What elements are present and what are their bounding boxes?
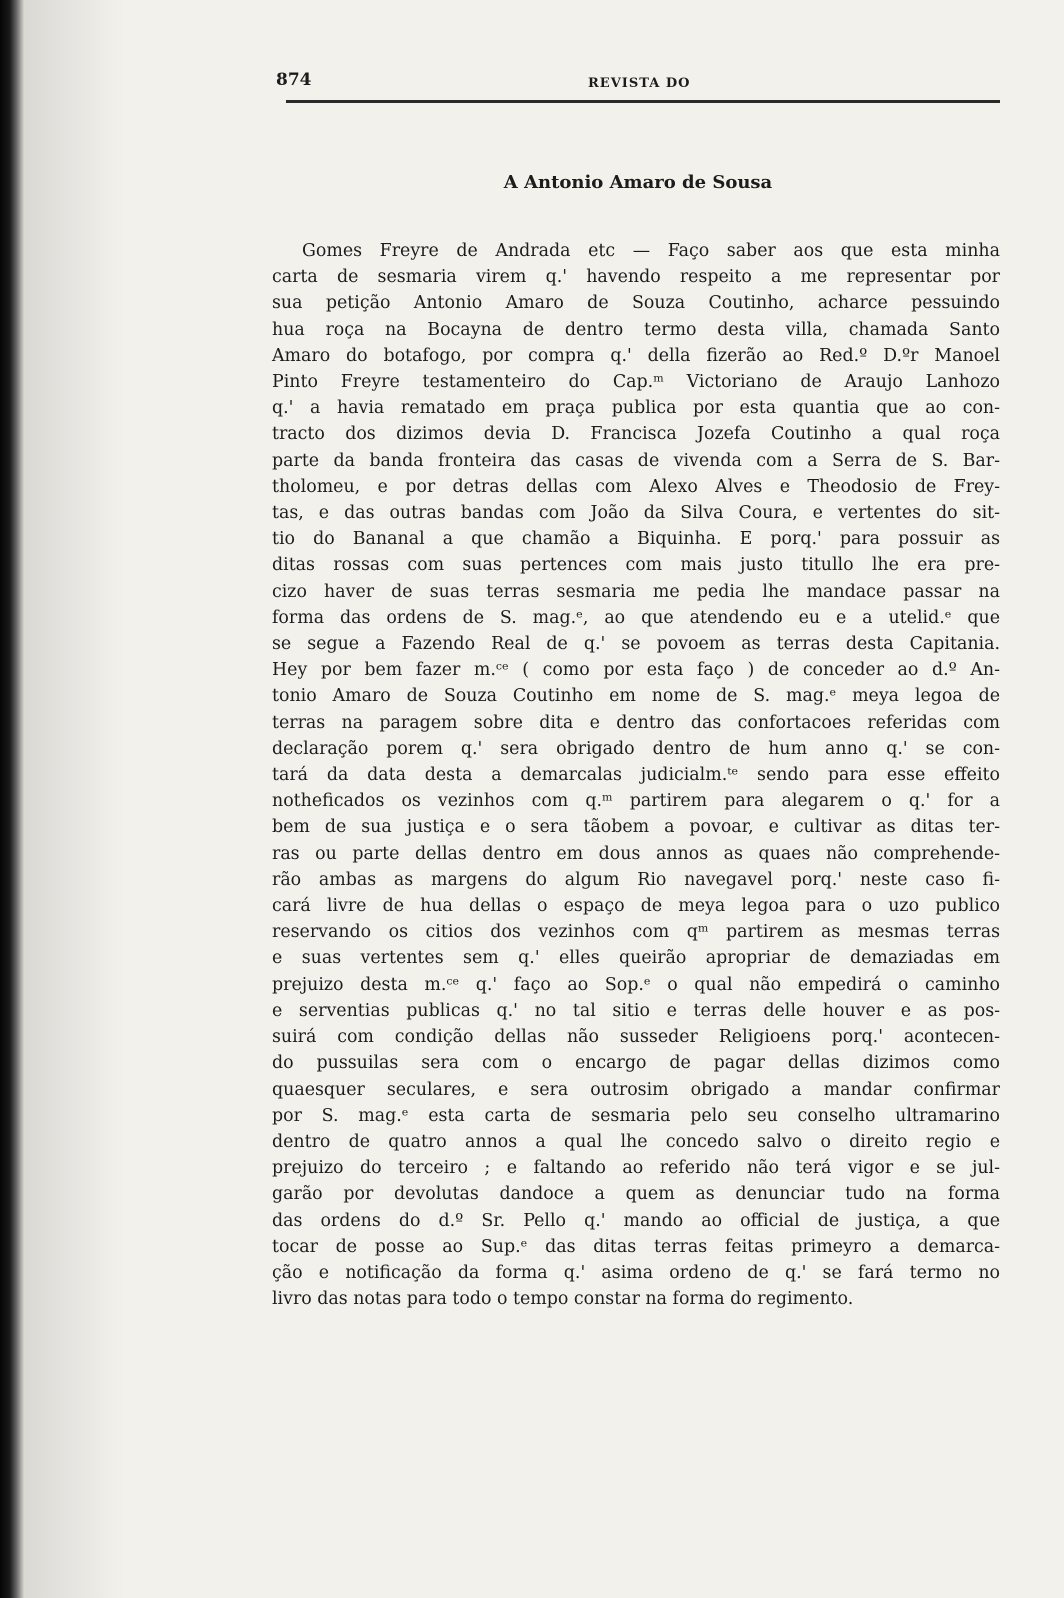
body-line: ras ou parte dellas dentro em dous annos as quaes não comprehende- bbox=[272, 843, 1000, 864]
body-line: tocar de posse ao Sup.ᵉ das ditas terras feitas primeyro a demarca- bbox=[272, 1236, 1000, 1257]
body-line: Pinto Freyre testamenteiro do Cap.ᵐ Victoriano de Araujo Lanhozo bbox=[272, 372, 1000, 393]
body-line: se segue a Fazendo Real de q.' se povoem as terras desta Capitania. bbox=[272, 634, 1000, 655]
body-line: bem de sua justiça e o sera tãobem a povoar, e cultivar as ditas ter- bbox=[272, 817, 1000, 838]
body-line: tará da data desta a demarcalas judicialm.ᵗᵉ sendo para esse effeito bbox=[272, 765, 1000, 786]
body-line: ção e notificação da forma q.' asima ordeno de q.' se fará termo no bbox=[272, 1262, 1000, 1283]
running-head: REVISTA DO bbox=[588, 76, 691, 91]
body-line: tholomeu, e por detras dellas com Alexo Alves e Theodosio de Frey- bbox=[272, 476, 1000, 497]
body-line: forma das ordens de S. mag.ᵉ, ao que atendendo eu e a utelid.ᵉ que bbox=[272, 607, 1000, 628]
body-line: rão ambas as margens do algum Rio navegavel porq.' neste caso fi- bbox=[272, 869, 1000, 890]
header-rule bbox=[286, 100, 1000, 103]
body-line: do pussuilas sera com o encargo de pagar dellas dizimos como bbox=[272, 1053, 1000, 1074]
body-line: garão por devolutas dandoce a quem as denunciar tudo na forma bbox=[272, 1184, 1000, 1205]
body-line: cizo haver de suas terras sesmaria me pedia lhe mandace passar na bbox=[272, 581, 1000, 602]
body-line: q.' a havia rematado em praça publica por esta quantia que ao con- bbox=[272, 398, 1000, 419]
body-line: reservando os citios dos vezinhos com qᵐ partirem as mesmas terras bbox=[272, 922, 1000, 943]
body-line: dentro de quatro annos a qual lhe concedo salvo o direito regio e bbox=[272, 1131, 1000, 1152]
gutter-shading bbox=[24, 0, 124, 1598]
page-header bbox=[276, 70, 1000, 100]
body-line: suirá com condição dellas não susseder Religioens porq.' acontecen- bbox=[272, 1027, 1000, 1048]
body-line: notheficados os vezinhos com q.ᵐ partirem para alegarem o q.' for a bbox=[272, 791, 1000, 812]
page-number: 874 bbox=[276, 70, 312, 90]
body-line: ditas rossas com suas pertences com mais justo titullo lhe era pre- bbox=[272, 555, 1000, 576]
body-line: parte da banda fronteira das casas de vivenda com a Serra de S. Bar- bbox=[272, 450, 1000, 471]
body-line: declaração porem q.' sera obrigado dentro de hum anno q.' se con- bbox=[272, 738, 1000, 759]
body-line: e serventias publicas q.' no tal sitio e terras delle houver e as pos- bbox=[272, 1000, 1000, 1021]
body-line: e suas vertentes sem q.' elles queirão apropriar de demaziadas em bbox=[272, 948, 1000, 969]
body-line: prejuizo desta m.ᶜᵉ q.' faço ao Sop.ᵉ o qual não empedirá o caminho bbox=[272, 974, 1000, 995]
body-line: prejuizo do terceiro ; e faltando ao referido não terá vigor e se jul- bbox=[272, 1158, 1000, 1179]
document-title: A Antonio Amaro de Sousa bbox=[503, 172, 773, 193]
body-line: tracto dos dizimos devia D. Francisca Jozefa Coutinho a qual roça bbox=[272, 424, 1000, 445]
body-line: quaesquer seculares, e sera outrosim obrigado a mandar confirmar bbox=[272, 1079, 1000, 1100]
body-line: das ordens do d.º Sr. Pello q.' mando ao official de justiça, a que bbox=[272, 1210, 1000, 1231]
body-line: terras na paragem sobre dita e dentro das confortacoes referidas com bbox=[272, 712, 1000, 733]
body-line: livro das notas para todo o tempo constar na forma do regimento. bbox=[272, 1289, 854, 1310]
body-line: tio do Bananal a que chamão a Biquinha. E porq.' para possuir as bbox=[272, 529, 1000, 550]
body-line: Hey por bem fazer m.ᶜᵉ ( como por esta faço ) de conceder ao d.º An- bbox=[272, 660, 1000, 681]
body-line: Gomes Freyre de Andrada etc — Faço saber aos que esta minha bbox=[302, 241, 1000, 261]
body-line: por S. mag.ᵉ esta carta de sesmaria pelo seu conselho ultramarino bbox=[272, 1105, 1000, 1126]
body-line: tonio Amaro de Souza Coutinho em nome de S. mag.ᵉ meya legoa de bbox=[272, 686, 1000, 707]
body-line: sua petição Antonio Amaro de Souza Coutinho, acharce pessuindo bbox=[272, 293, 1000, 314]
body-line: cará livre de hua dellas o espaço de meya legoa para o uzo publico bbox=[272, 896, 1000, 917]
body-line: Amaro do botafogo, por compra q.' della fizerão ao Red.º D.ºr Manoel bbox=[272, 345, 1000, 366]
body-line: carta de sesmaria virem q.' havendo respeito a me representar por bbox=[272, 267, 1000, 288]
body-line: hua roça na Bocayna de dentro termo desta villa, chamada Santo bbox=[272, 319, 1000, 340]
book-spine-shadow bbox=[0, 0, 24, 1598]
body-text bbox=[272, 238, 1000, 1312]
body-line: tas, e das outras bandas com João da Silva Coura, e vertentes do sit- bbox=[272, 503, 1000, 524]
